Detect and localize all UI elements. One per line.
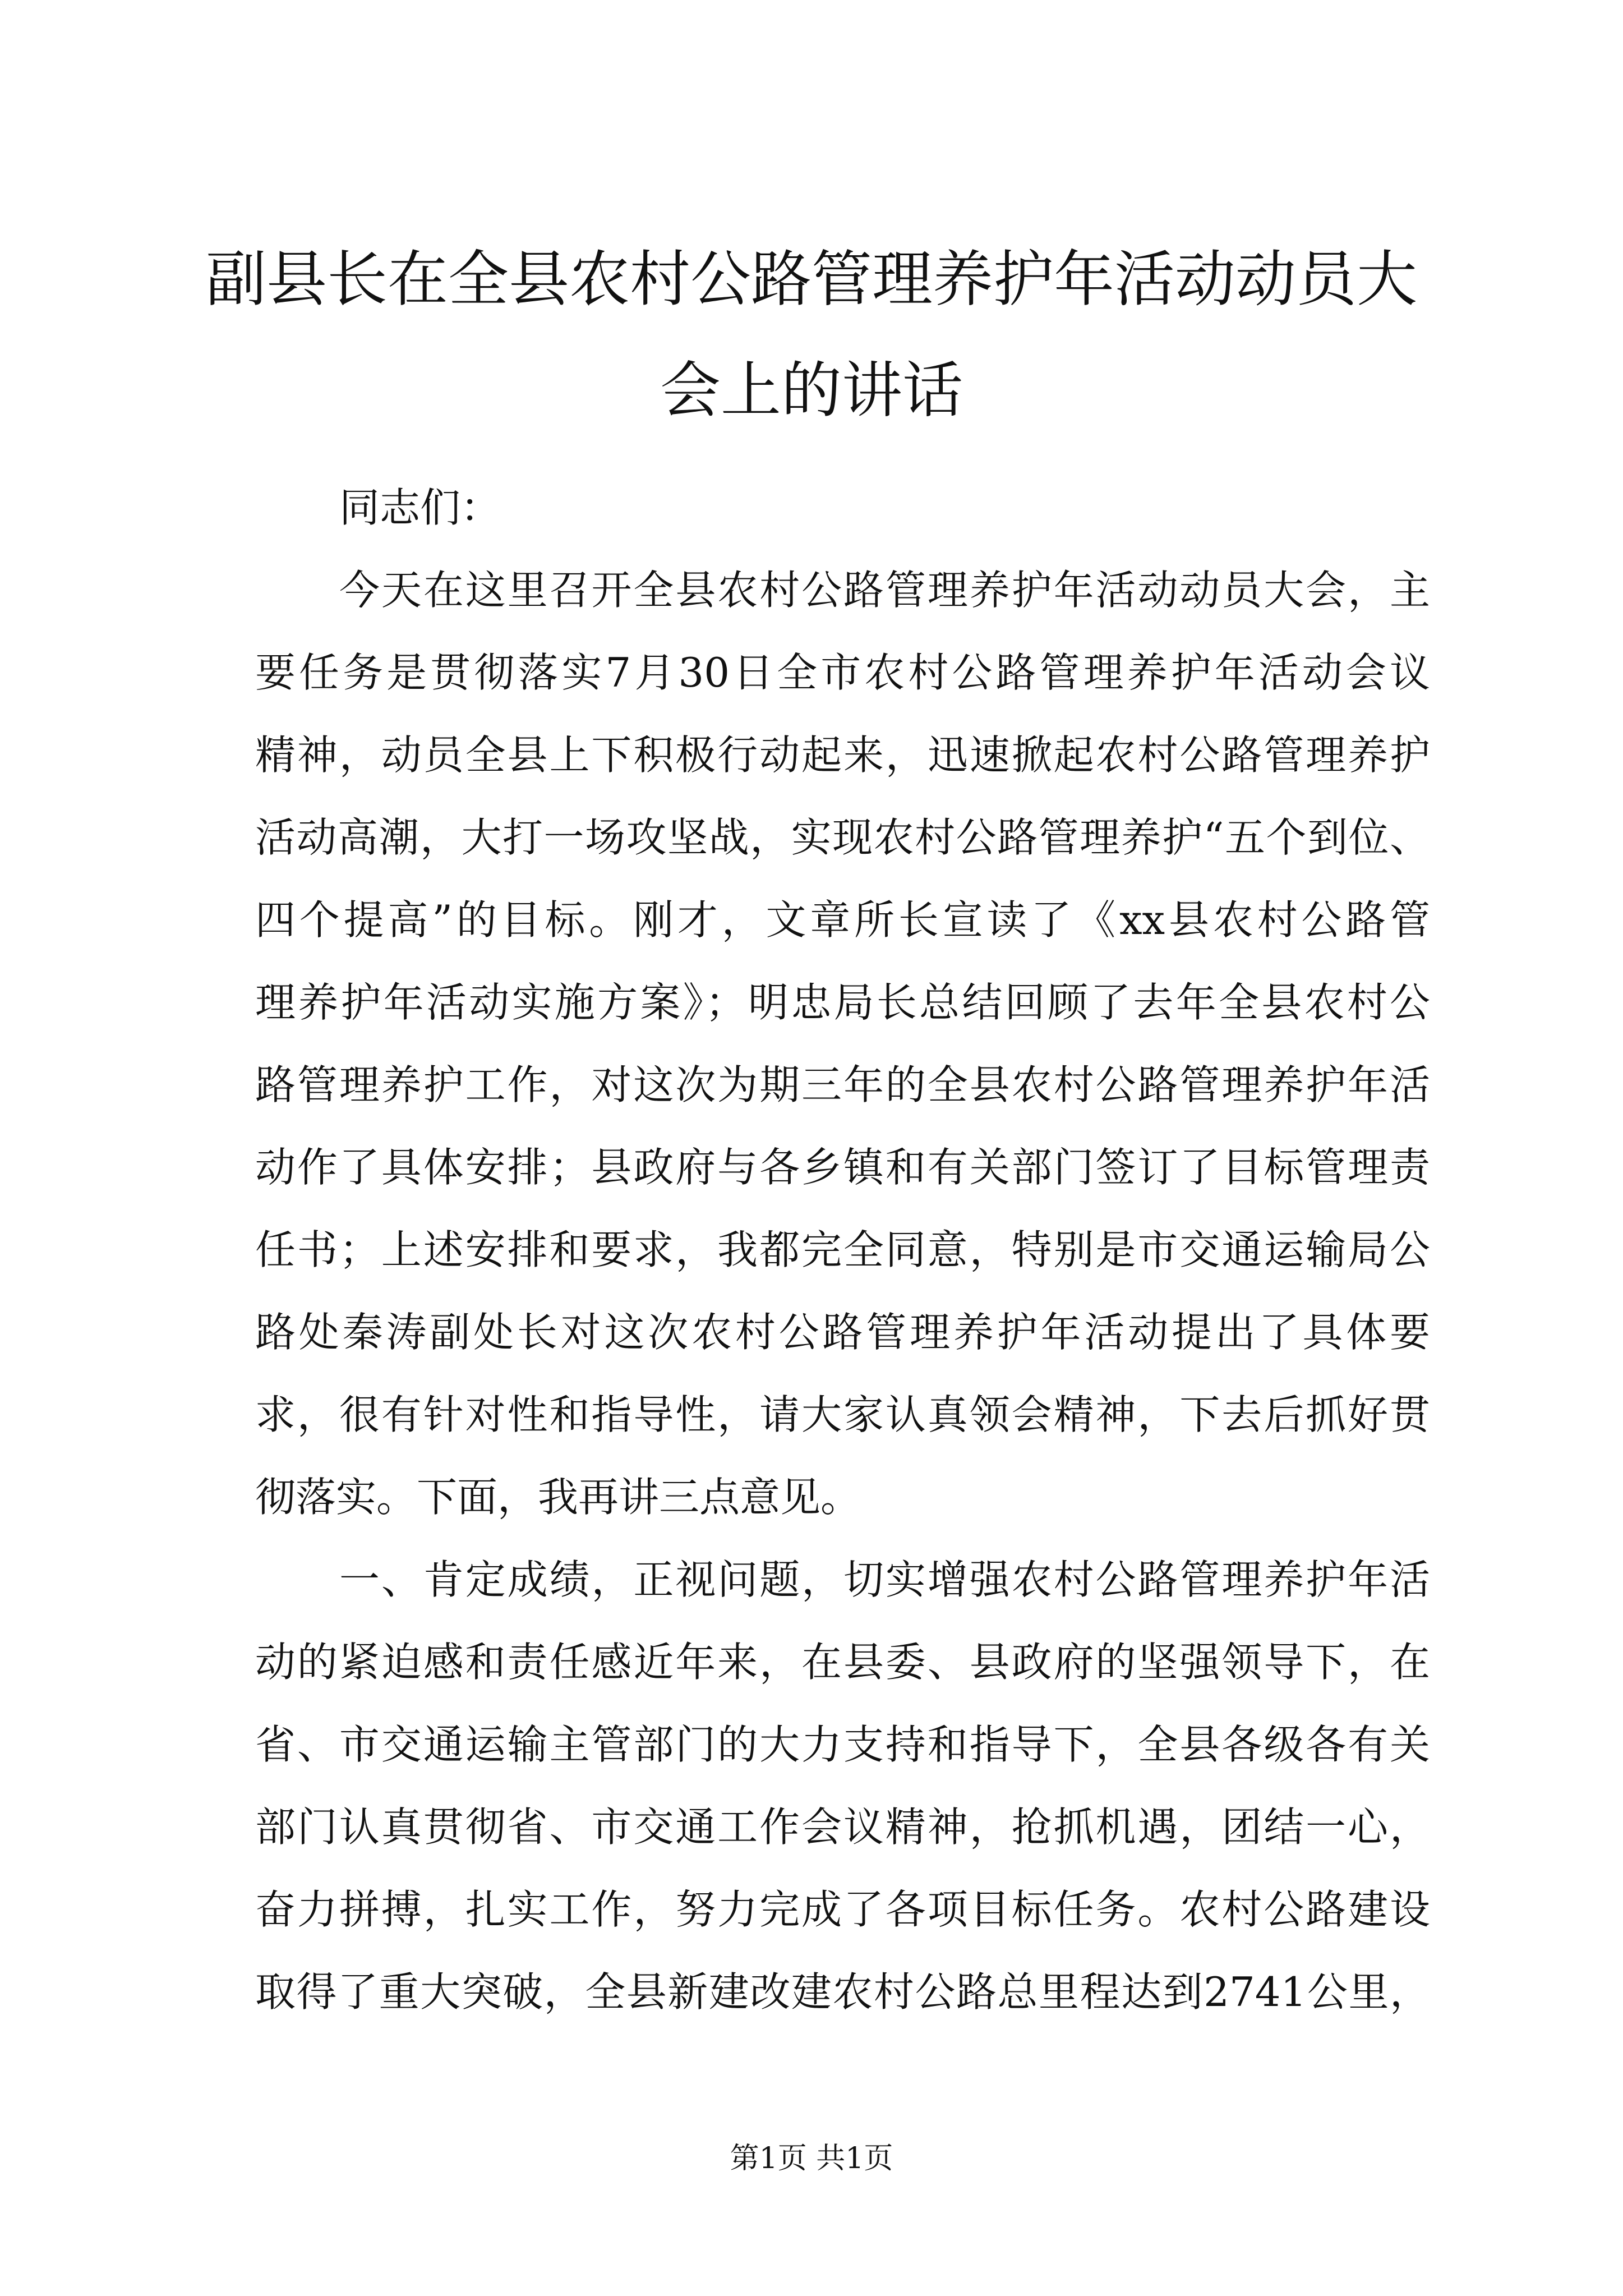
- paragraph-line: 任书；上述安排和要求，我都完全同意，特别是市交通运输局公: [255, 1226, 1430, 1273]
- paragraph-line: 一、肯定成绩，正视问题，切实增强农村公路管理养护年活: [339, 1556, 1430, 1603]
- paragraph-line: 省、市交通运输主管部门的大力支持和指导下，全县各级各有关: [255, 1721, 1430, 1768]
- title-line: 会上的讲话: [660, 356, 963, 426]
- paragraph-line: 活动高潮，大打一场攻坚战，实现农村公路管理养护“五个到位、: [255, 814, 1430, 861]
- paragraph-line: 求，很有针对性和指导性，请大家认真领会精神，下去后抓好贯: [255, 1391, 1430, 1438]
- title-line: 副县长在全县农村公路管理养护年活动动员大: [205, 245, 1417, 315]
- paragraph-line: 同志们：: [339, 484, 501, 531]
- document-title: [168, 224, 1455, 447]
- paragraph-line: 四个提高”的目标。刚才，文章所长宣读了《xx县农村公路管: [255, 896, 1430, 944]
- paragraph-line: 今天在这里召开全县农村公路管理养护年活动动员大会，主: [339, 567, 1430, 614]
- paragraph-line: 动的紧迫感和责任感近年来，在县委、县政府的坚强领导下，在: [255, 1639, 1430, 1686]
- paragraph-line: 精神，动员全县上下积极行动起来，迅速掀起农村公路管理养护: [255, 731, 1430, 779]
- paragraph-line: 路处秦涛副处长对这次农村公路管理养护年活动提出了具体要: [255, 1309, 1430, 1356]
- paragraph-line: 要任务是贯彻落实7月30日全市农村公路管理养护年活动会议: [255, 649, 1430, 696]
- paragraph-line: 理养护年活动实施方案》；明忠局长总结回顾了去年全县农村公: [255, 979, 1430, 1026]
- page-footer: 第1页 共1页: [730, 2142, 893, 2175]
- paragraph-line: 取得了重大突破，全县新建改建农村公路总里程达到2741公里，: [255, 1968, 1430, 2016]
- paragraph-line: 奋力拼搏，扎实工作，努力完成了各项目标任务。农村公路建设: [255, 1886, 1430, 1933]
- paragraph-line: 路管理养护工作，对这次为期三年的全县农村公路管理养护年活: [255, 1061, 1430, 1108]
- paragraph-line: 动作了具体安排；县政府与各乡镇和有关部门签订了目标管理责: [255, 1144, 1430, 1191]
- paragraph-line: 彻落实。下面，我再讲三点意见。: [255, 1474, 861, 1521]
- document-body: [255, 467, 1430, 2033]
- paragraph-line: 部门认真贯彻省、市交通工作会议精神，抢抓机遇，团结一心，: [255, 1803, 1430, 1851]
